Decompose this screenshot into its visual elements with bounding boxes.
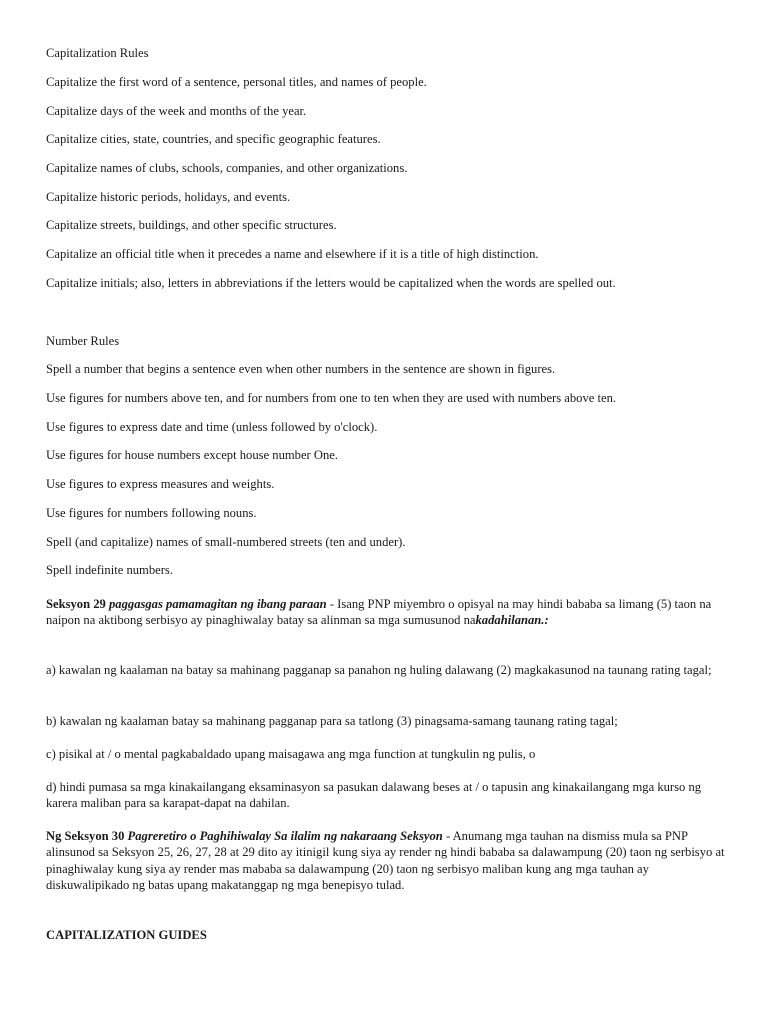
seksyon-29-body: - Isang PNP miyembro o opisyal na may hindi bababa sa limang (5) taon na naipon na aktibong serbisyo ay pinaghiwalay batay sa alinman sa mga sumusunod na — [46, 597, 712, 628]
seksyon-29-item-b: b) kawalan ng kaalaman batay sa mahinang pagganap para sa tatlong (3) pinagsama-samang taunang rating tagal; — [46, 714, 618, 728]
cap-rule-5: Capitalize historic periods, holidays, and events. — [46, 190, 291, 204]
num-rule-1: Spell a number that begins a sentence even when other numbers in the sentence are shown in figures. — [46, 362, 556, 376]
cap-rule-8: Capitalize initials; also, letters in abbreviations if the letters would be capitalized when the words are spelled out. — [46, 276, 616, 290]
seksyon-30-title: Pagreretiro o Paghihiwalay Sa ilalim ng nakaraang Seksyon — [127, 829, 443, 843]
cap-rule-1: Capitalize the first word of a sentence, personal titles, and names of people. — [46, 75, 427, 89]
num-rule-4: Use figures for house numbers except house number One. — [46, 448, 339, 462]
seksyon-29-paragraph — [46, 596, 726, 629]
num-rule-5: Use figures to express measures and weights. — [46, 477, 275, 491]
seksyon-29-title: paggasgas pamamagitan ng ibang paraan — [109, 597, 327, 611]
num-rule-6: Use figures for numbers following nouns. — [46, 506, 257, 520]
capitalization-guides-heading: CAPITALIZATION GUIDES — [46, 928, 207, 942]
seksyon-30-body: - Anumang mga tauhan na dismiss mula sa PNP alinsunod sa Seksyon 25, 26, 27, 28 at 29 dito ay itinigil kung siya ay render ng hindi bababa sa dalawampung (20) taon ng serbisyo at pinaghiwalay kung siya ay render mas mababa sa dalawampung (20) taon ng serbisyo maliban kung ang mga tauhan ay diskuwalipikado ng batas upang makatanggap ng mga benepisyo tulad. — [46, 829, 725, 893]
seksyon-29-item-d: d) hindi pumasa sa mga kinakailangang eksaminasyon sa pasukan dalawang beses at / o tapusin ang kinakailangang mga kurso ng karera maliban para sa karapat-dapat na dahilan. — [46, 780, 702, 811]
seksyon-30-paragraph — [46, 828, 726, 894]
num-rule-8: Spell indefinite numbers. — [46, 563, 173, 577]
cap-rule-4: Capitalize names of clubs, schools, companies, and other organizations. — [46, 161, 408, 175]
num-rule-2: Use figures for numbers above ten, and for numbers from one to ten when they are used with numbers above ten. — [46, 391, 617, 405]
capitalization-heading: Capitalization Rules — [46, 46, 149, 60]
seksyon-29-item-c: c) pisikal at / o mental pagkabaldado upang maisagawa ang mga function at tungkulin ng pulis, o — [46, 747, 536, 761]
num-rule-7: Spell (and capitalize) names of small-numbered streets (ten and under). — [46, 535, 406, 549]
cap-rule-3: Capitalize cities, state, countries, and specific geographic features. — [46, 132, 381, 146]
seksyon-29-body-end: kadahilanan.: — [475, 613, 549, 628]
seksyon-30-label: Ng Seksyon 30 — [46, 829, 125, 843]
seksyon-29-item-a: a) kawalan ng kaalaman na batay sa mahinang pagganap sa panahon ng huling dalawang (2) magkakasunod na taunang rating tagal; — [46, 663, 712, 677]
cap-rule-2: Capitalize days of the week and months of the year. — [46, 104, 307, 118]
cap-rule-6: Capitalize streets, buildings, and other specific structures. — [46, 218, 337, 232]
num-rule-3: Use figures to express date and time (unless followed by o'clock). — [46, 420, 378, 434]
seksyon-29-label: Seksyon 29 — [46, 597, 106, 611]
number-rules-heading: Number Rules — [46, 334, 120, 348]
cap-rule-7: Capitalize an official title when it precedes a name and elsewhere if it is a title of high distinction. — [46, 247, 539, 261]
